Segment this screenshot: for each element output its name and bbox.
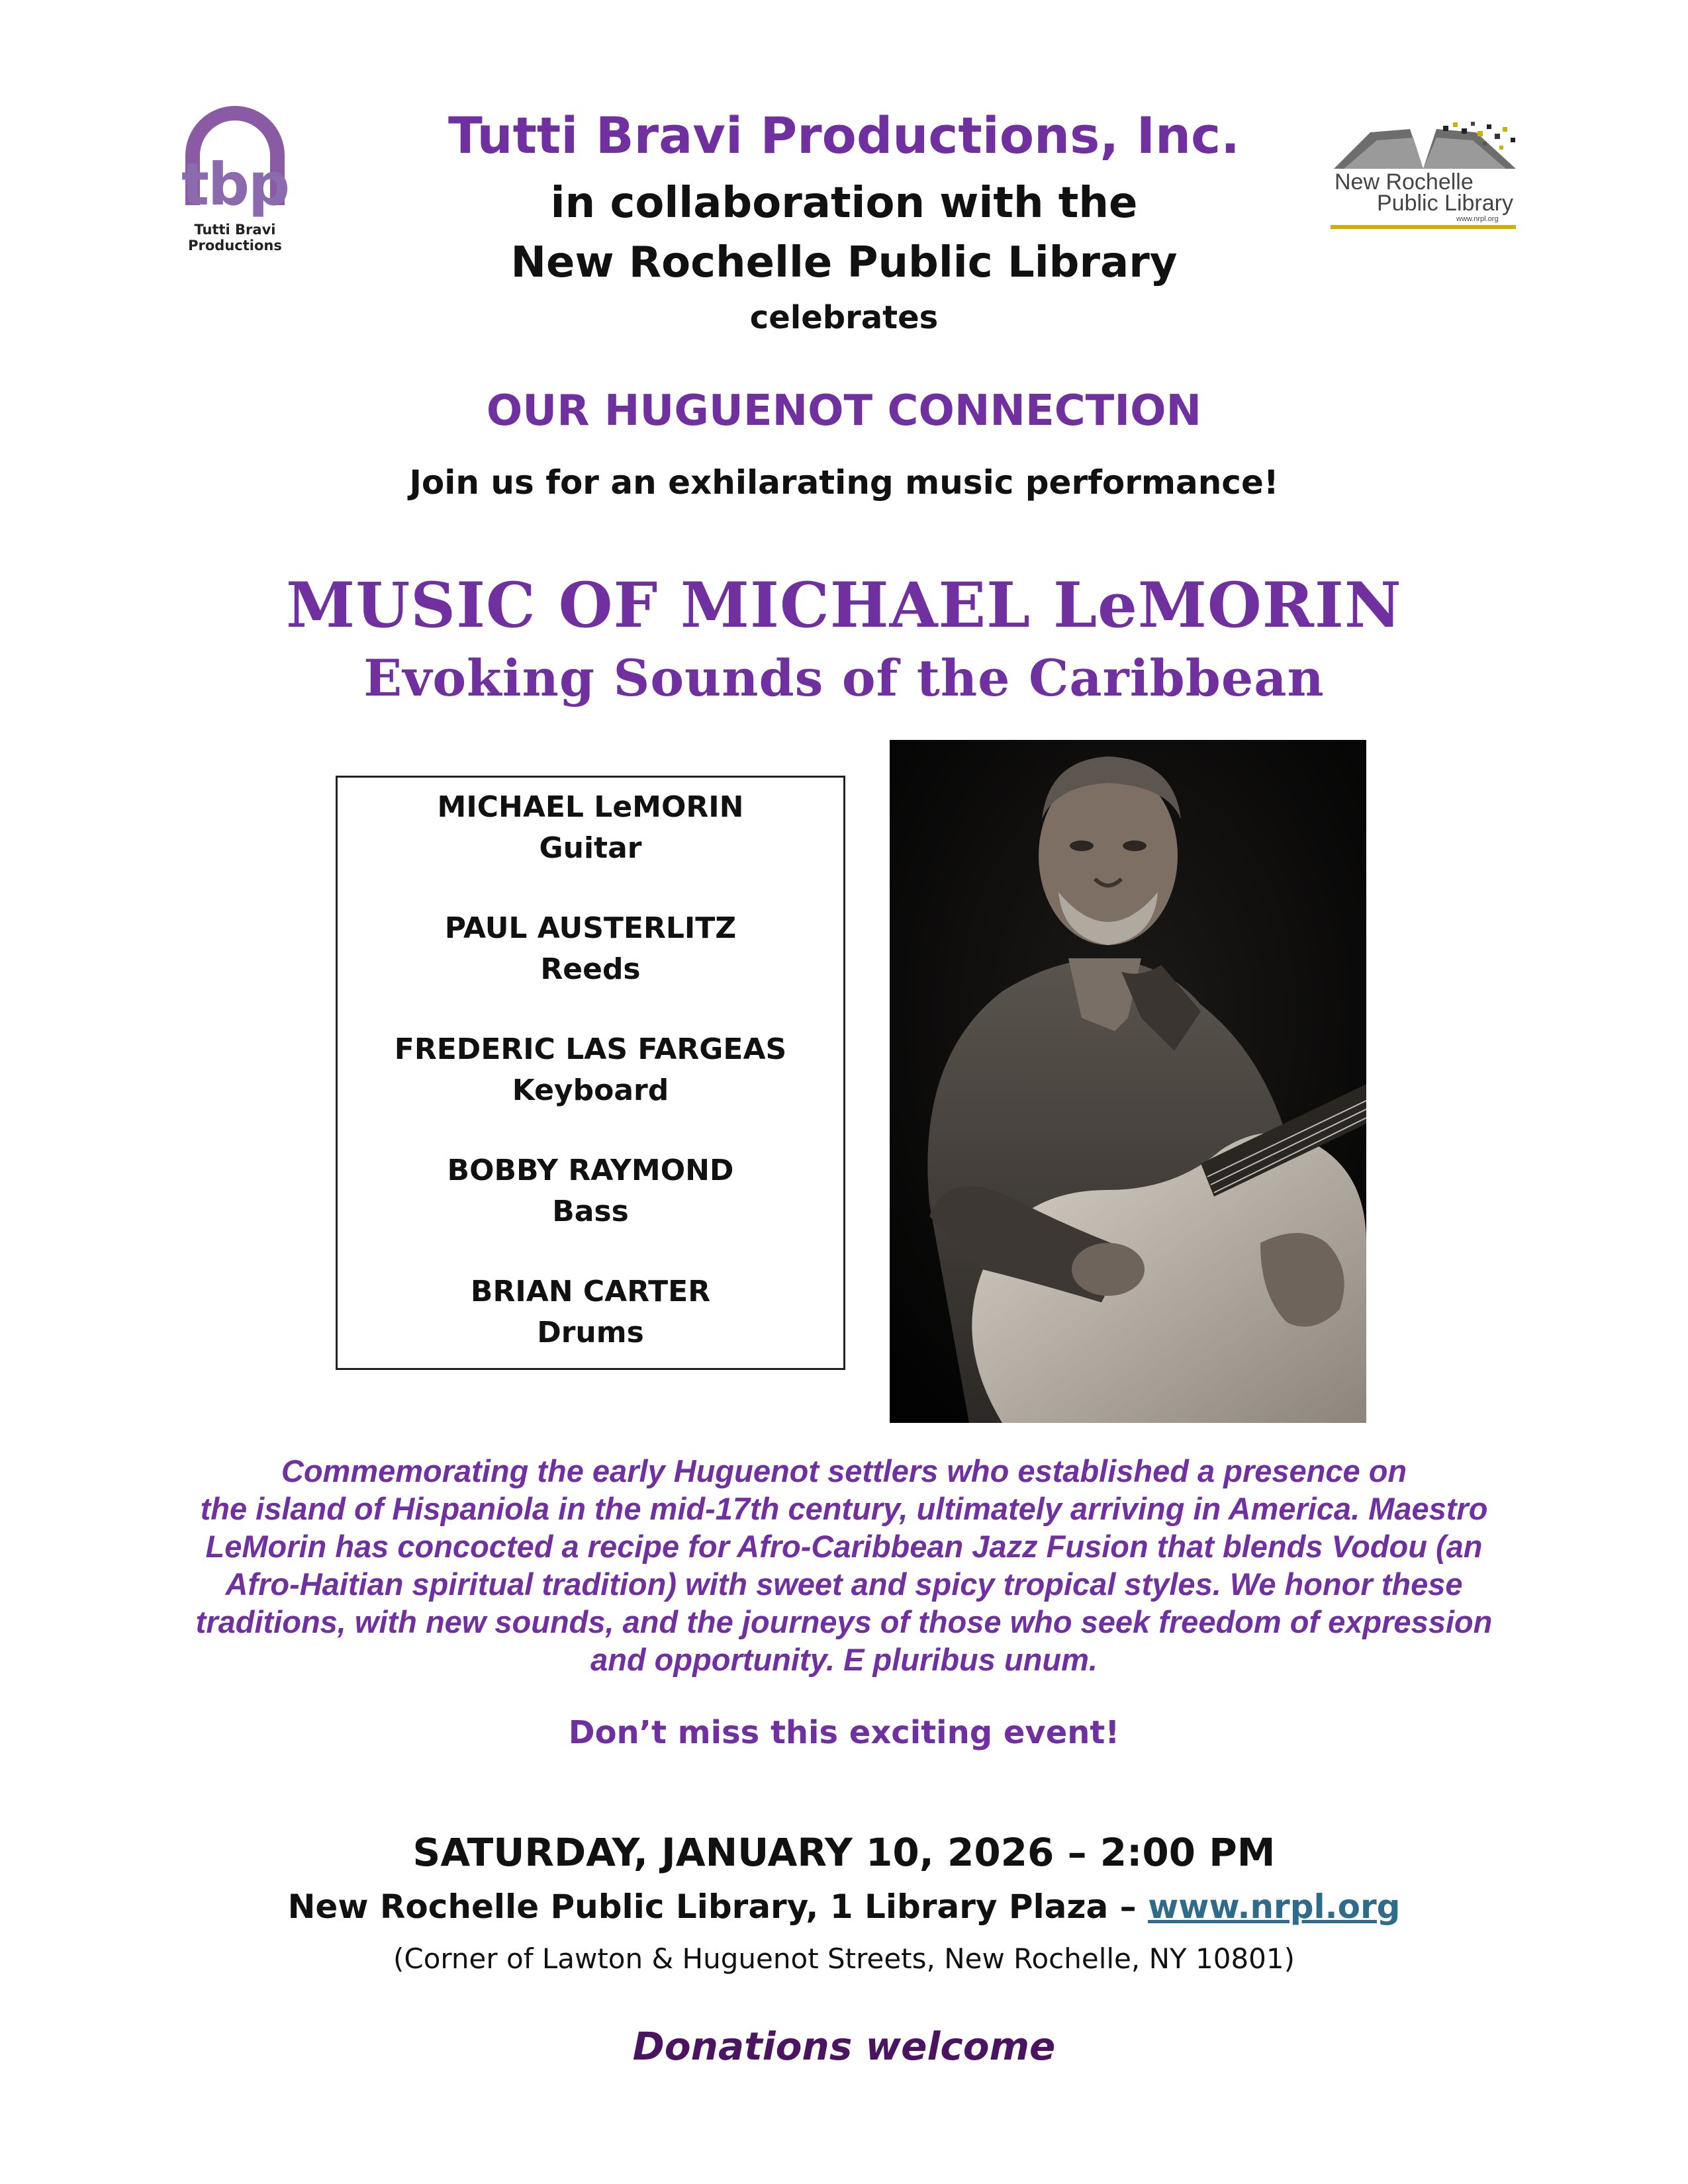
- join-text: Join us for an exhilarating music performance!: [409, 463, 1279, 502]
- concert-title: MUSIC OF MICHAEL LeMORIN: [286, 569, 1402, 642]
- dont-miss-text: Don’t miss this exciting event!: [568, 1714, 1120, 1751]
- nrpl-logo-url: www.nrpl.org: [1456, 215, 1499, 223]
- website-link[interactable]: www.nrpl.org: [1148, 1888, 1401, 1926]
- event-venue: [0, 1888, 1688, 1926]
- tbp-logo-line1: Tutti Bravi: [194, 222, 276, 238]
- musician-instrument: Keyboard: [512, 1073, 669, 1107]
- guitarist-photo: [890, 740, 1366, 1423]
- donations-text: Donations welcome: [632, 2024, 1056, 2069]
- lineup-item: [338, 787, 843, 869]
- lineup-item: [338, 1150, 843, 1232]
- lineup-item: [338, 1271, 843, 1353]
- musician-instrument: Reeds: [540, 952, 641, 986]
- venue-corner: (Corner of Lawton & Huguenot Streets, New Rochelle, NY 10801): [393, 1942, 1295, 1975]
- venue-address: New Rochelle Public Library, 1 Library Plaza –: [287, 1888, 1137, 1926]
- description-line: traditions, with new sounds, and the journeys of those who seek freedom of expression: [195, 1604, 1493, 1639]
- lineup-item: [338, 1029, 843, 1111]
- nrpl-logo-line1: New Rochelle: [1335, 169, 1474, 195]
- musician-name: FREDERIC LAS FARGEAS: [394, 1032, 787, 1066]
- celebrates-text: celebrates: [749, 299, 939, 336]
- event-date-time: SATURDAY, JANUARY 10, 2026 – 2:00 PM: [412, 1830, 1276, 1875]
- concert-subtitle: Evoking Sounds of the Caribbean: [363, 649, 1325, 707]
- description-line: the island of Hispaniola in the mid-17th century, ultimately arriving in America. Maestro: [200, 1491, 1488, 1526]
- musician-name: MICHAEL LeMORIN: [437, 790, 744, 824]
- musician-name: PAUL AUSTERLITZ: [444, 911, 737, 945]
- musician-name: BRIAN CARTER: [470, 1275, 711, 1308]
- tbp-logo-line2: Productions: [188, 238, 282, 254]
- musician-instrument: Drums: [537, 1316, 644, 1349]
- event-theme: OUR HUGUENOT CONNECTION: [486, 387, 1202, 435]
- musician-instrument: Guitar: [539, 831, 642, 865]
- musician-name: BOBBY RAYMOND: [447, 1154, 734, 1187]
- description-line: LeMorin has concocted a recipe for Afro-Caribbean Jazz Fusion that blends Vodou (an: [205, 1529, 1483, 1564]
- event-description: [146, 1452, 1542, 1678]
- description-line: Commemorating the early Huguenot settlers who established a presence on: [281, 1453, 1407, 1488]
- collab-line2: New Rochelle Public Library: [510, 238, 1178, 287]
- nrpl-logo-line2: Public Library: [1377, 191, 1513, 216]
- guitarist-illustration: [890, 740, 1366, 1423]
- tbp-logo-letters: tbp: [181, 150, 289, 218]
- description-line: and opportunity. E pluribus unum.: [590, 1642, 1098, 1677]
- lineup-item: [338, 908, 843, 990]
- lineup-box: [336, 776, 845, 1370]
- collab-line1: in collaboration with the: [550, 179, 1138, 228]
- musician-instrument: Bass: [552, 1195, 629, 1228]
- description-line: Afro-Haitian spiritual tradition) with sweet and spicy tropical styles. We honor these: [225, 1567, 1463, 1602]
- org-name: Tutti Bravi Productions, Inc.: [447, 106, 1241, 165]
